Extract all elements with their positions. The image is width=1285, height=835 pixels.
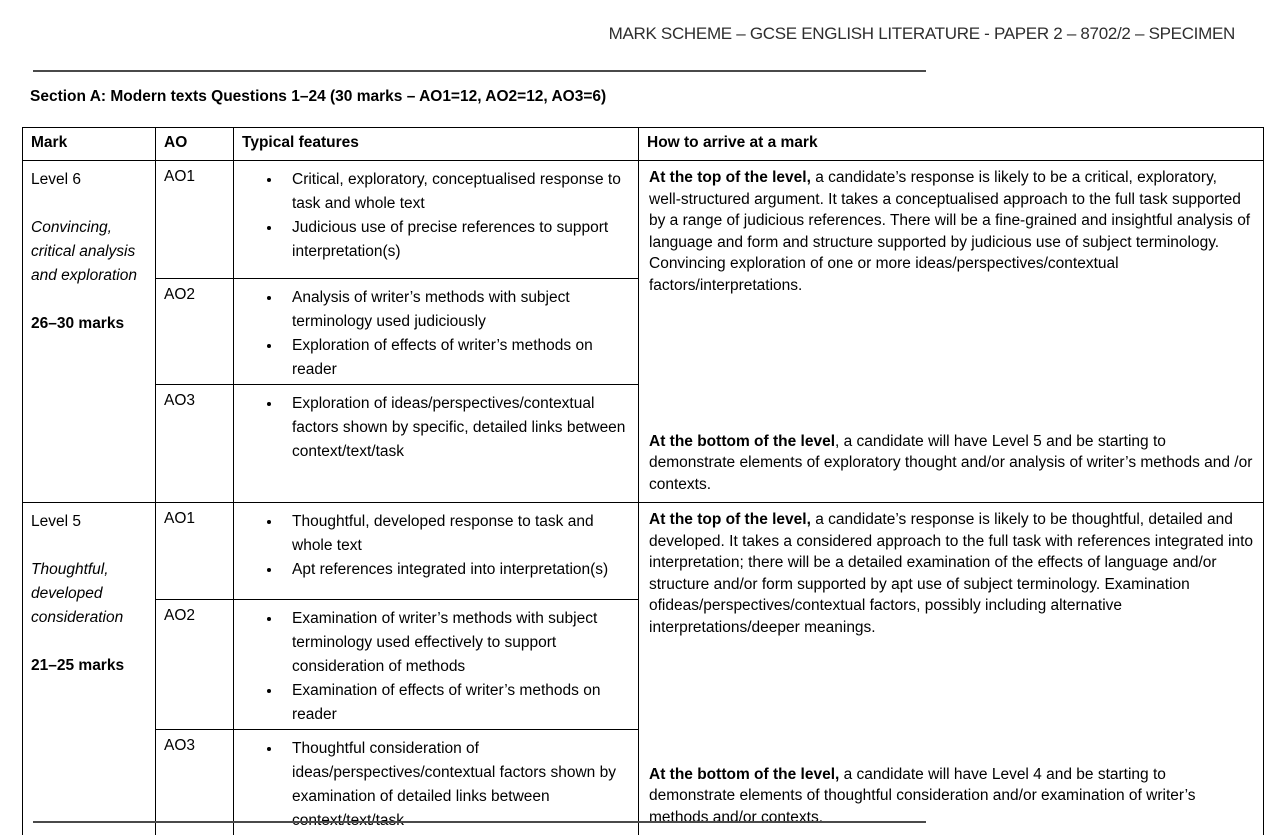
how-bottom-bold: At the bottom of the level,	[649, 765, 840, 783]
col-header-how-to-arrive: How to arrive at a mark	[639, 128, 1264, 161]
level-name: Level 6	[31, 171, 81, 188]
how-top-bold: At the top of the level,	[649, 511, 811, 528]
ao-cell: AO2	[156, 279, 234, 385]
how-top-text: a candidate’s response is likely to be thoughtful, detailed and developed. It takes a considered approach to the full task with references integrated into interpretation; there will be a detailed examination of the effects of language and/or structure and/or form supported by apt use of subject terminology. Examination ofideas/perspectives/contextual factors, possibly including alternative interpretations/deeper meanings.	[649, 511, 1254, 636]
table-row	[23, 503, 1264, 600]
how-top-text: a candidate’s response is likely to be a critical, exploratory, well-structured argument. It takes a conceptualised approach to the full task supported by a range of judicious references. There will be a fine-grained and insightful analysis of language and form and structure supported by judicious use of subject terminology. Convincing exploration of one or more ideas/perspectives/contextual factors/interpretations.	[649, 169, 1251, 294]
mark-scheme-table	[22, 127, 1264, 835]
col-header-ao: AO	[156, 128, 234, 161]
footer-divider-line	[33, 821, 926, 823]
how-to-arrive-cell-level-5	[639, 503, 1264, 835]
typical-features-cell	[234, 600, 639, 730]
feature-bullet: • Thoughtful consideration of ideas/perspectives/contextual factors shown by examination of detailed links between context/text/task	[282, 737, 634, 833]
mark-cell-level-5	[23, 503, 156, 835]
table-row	[23, 161, 1264, 279]
how-top-bold: At the top of the level,	[649, 169, 811, 186]
how-top-paragraph	[649, 167, 1253, 296]
typical-features-cell	[234, 279, 639, 385]
col-header-mark: Mark	[23, 128, 156, 161]
feature-bullet: • Critical, exploratory, conceptualised response to task and whole text	[282, 168, 634, 216]
how-top-paragraph	[649, 509, 1253, 638]
ao-cell: AO1	[156, 161, 234, 279]
typical-features-cell	[234, 161, 639, 279]
how-to-arrive-cell-level-6	[639, 161, 1264, 503]
feature-bullet: • Apt references integrated into interpretation(s)	[282, 558, 634, 582]
level-name: Level 5	[31, 513, 81, 530]
typical-features-cell	[234, 385, 639, 503]
how-bottom-paragraph	[649, 431, 1253, 496]
feature-bullet: • Examination of writer’s methods with subject terminology used effectively to support consideration of methods	[282, 607, 634, 679]
how-bottom-text: , a candidate will have Level 5 and be starting to demonstrate elements of exploratory thought and/or analysis of writer’s methods and /or contexts.	[649, 432, 1253, 493]
ao-cell: AO1	[156, 503, 234, 600]
table-header-row	[23, 128, 1264, 161]
typical-features-cell	[234, 503, 639, 600]
how-bottom-bold: At the bottom of the level	[649, 432, 835, 450]
feature-bullet: • Thoughtful, developed response to task and whole text	[282, 510, 634, 558]
how-bottom-text: a candidate will have Level 4 and be starting to demonstrate elements of thoughtful consideration and/or examination of writer’s methods and/or contexts.	[649, 765, 1196, 826]
feature-bullet: • Analysis of writer’s methods with subject terminology used judiciously	[282, 286, 634, 334]
section-heading: Section A: Modern texts Questions 1–24 (30 marks – AO1=12, AO2=12, AO3=6)	[30, 88, 607, 105]
ao-cell: AO3	[156, 385, 234, 503]
level-descriptor: Thoughtful, developed consideration	[31, 561, 124, 626]
col-header-typical-features: Typical features	[234, 128, 639, 161]
mark-cell-level-6	[23, 161, 156, 503]
level-marks: 26–30 marks	[31, 315, 125, 332]
document-header-title: MARK SCHEME – GCSE ENGLISH LITERATURE - PAPER 2 – 8702/2 – SPECIMEN	[608, 24, 1235, 43]
feature-bullet: • Exploration of ideas/perspectives/contextual factors shown by specific, detailed links between context/text/task	[282, 392, 634, 464]
ao-cell: AO2	[156, 600, 234, 730]
level-descriptor: Convincing, critical analysis and exploration	[31, 219, 137, 284]
ao-cell: AO3	[156, 730, 234, 835]
feature-bullet: • Exploration of effects of writer’s methods on reader	[282, 334, 634, 382]
feature-bullet: • Judicious use of precise references to support interpretation(s)	[282, 216, 634, 264]
feature-bullet: • Examination of effects of writer’s methods on reader	[282, 679, 634, 727]
level-marks: 21–25 marks	[31, 657, 125, 674]
typical-features-cell	[234, 730, 639, 835]
header-divider-line	[33, 70, 926, 72]
how-bottom-paragraph	[649, 764, 1253, 829]
